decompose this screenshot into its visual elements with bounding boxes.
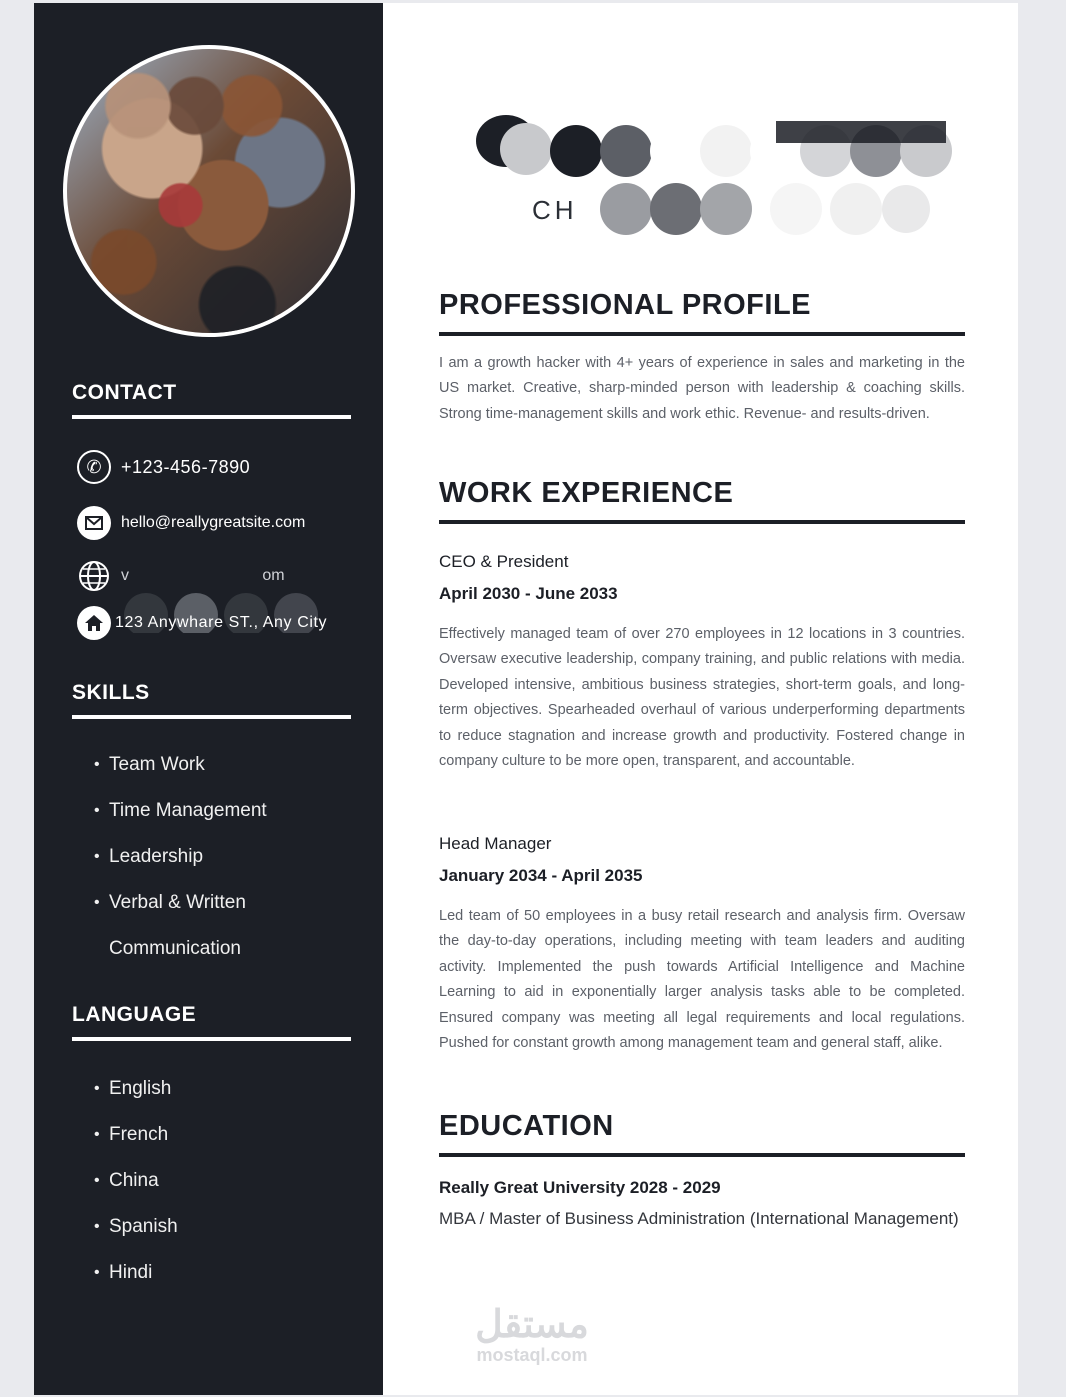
watermark-arabic: مستقل <box>475 1304 589 1346</box>
education-school: Really Great University 2028 - 2029 <box>439 1178 721 1197</box>
education-title: EDUCATION <box>439 1110 614 1142</box>
home-icon <box>77 606 111 640</box>
experience-rule <box>439 520 965 524</box>
list-item: • Hindi <box>94 1250 178 1296</box>
profile-rule <box>439 332 965 336</box>
job-description: Effectively managed team of over 270 employees in 12 locations in 3 countries. Oversaw executive leadership, company training, and public relations with media. Developed intensive, ambitious business strategies, short-term goals, and long-term objectives. Spearheaded overhaul of various underperforming departments to reduce stagnation and increase growth and productivity. Fostered change in company culture to be more open, transparent, and accountable. <box>439 626 965 770</box>
list-item: • Time Management <box>94 788 267 834</box>
email-text: hello@reallygreatsite.com <box>121 514 306 531</box>
name-header <box>476 111 956 241</box>
phone-text: +123-456-7890 <box>121 456 251 477</box>
job-dates: January 2034 - April 2035 <box>439 866 643 885</box>
language-rule <box>72 1037 351 1041</box>
contact-rule <box>72 415 351 419</box>
watermark-logo <box>467 1305 597 1366</box>
sidebar <box>34 3 383 1395</box>
phone-icon: ✆ <box>77 450 111 484</box>
contact-phone <box>77 450 250 484</box>
list-item: • French <box>94 1112 178 1158</box>
profile-text: I am a growth hacker with 4+ years of experience in sales and marketing in the US market. Creative, sharp-minded person with leadership & coaching skills. Strong time-management skills and work ethic. Revenue- and results-driven. <box>439 355 965 422</box>
education-rule <box>439 1153 965 1157</box>
list-item: • Spanish <box>94 1204 178 1250</box>
mail-icon <box>77 506 111 540</box>
contact-email <box>77 506 305 540</box>
education-degree: MBA / Master of Business Administration (International Management) <box>439 1209 959 1228</box>
skills-rule <box>72 715 351 719</box>
list-item: • China <box>94 1158 178 1204</box>
watermark-latin: mostaql.com <box>476 1345 588 1365</box>
address-text: 123 Anywhare ST., Any City <box>115 614 328 631</box>
list-item: • Team Work <box>94 742 267 788</box>
subtitle: CH <box>532 195 578 225</box>
experience-title: WORK EXPERIENCE <box>439 477 734 509</box>
contact-website <box>77 559 285 593</box>
resume-page <box>34 3 1018 1395</box>
job-role: CEO & President <box>439 552 569 571</box>
website-text: v om <box>121 567 285 584</box>
list-item: Communication <box>109 938 241 959</box>
contact-address <box>77 606 333 640</box>
language-list <box>94 1066 178 1296</box>
contact-title: CONTACT <box>72 381 177 404</box>
job-description: Led team of 50 employees in a busy retail research and analysis firm. Oversaw the day-to-day operations, including meeting with team leaders and auditing activity. Implemented the push towards Artificial Intelligence and Machine Learning to aid in exponentially larger analysis tasks able to be completed. Ensured company was meeting all legal requirements and local regulations. Pushed for constant growth among management team and general staff, alike. <box>439 908 965 1052</box>
globe-icon <box>77 559 111 593</box>
skills-title: SKILLS <box>72 681 150 704</box>
job-dates: April 2030 - June 2033 <box>439 584 618 603</box>
language-title: LANGUAGE <box>72 1003 197 1026</box>
list-item: • English <box>94 1066 178 1112</box>
list-item: • Leadership <box>94 834 267 880</box>
list-item: • Verbal & Written <box>94 880 267 926</box>
profile-title: PROFESSIONAL PROFILE <box>439 289 812 321</box>
skills-list <box>94 742 267 972</box>
profile-photo <box>63 45 355 337</box>
job-role: Head Manager <box>439 834 552 853</box>
